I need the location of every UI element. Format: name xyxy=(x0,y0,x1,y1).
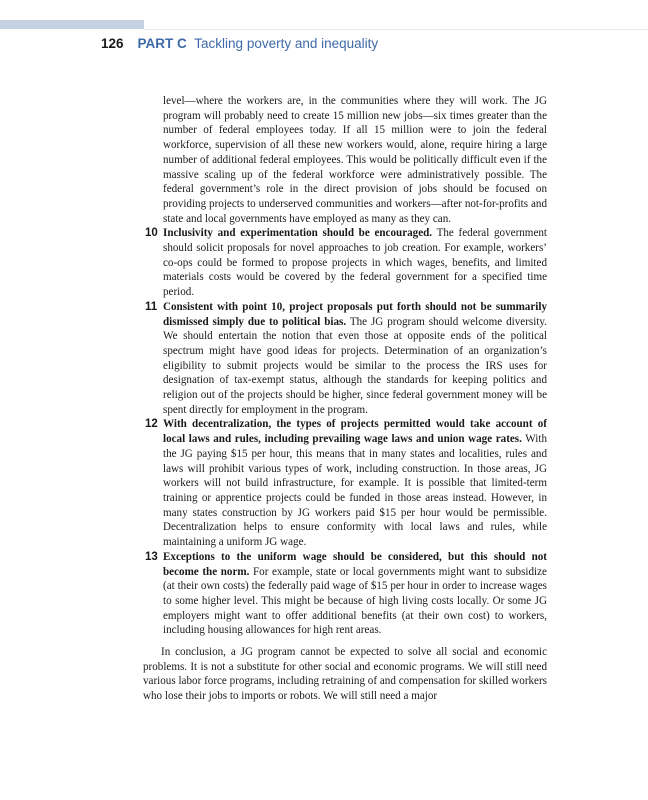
list-item-number: 12 xyxy=(145,418,158,431)
list-item xyxy=(143,550,547,638)
list-item-text: The federal government should solicit proposals for novel approaches to job creation. For example, workers’ co-ops could be formed to propose projects in which wages, benefits, and limited materials costs would be covered by the federal government for a specified time period. xyxy=(163,227,547,299)
list-item-lead: Consistent with point 10, project proposals put forth should not be summarily dismissed simply due to political bias. xyxy=(163,300,547,328)
continuation-paragraph xyxy=(143,94,547,226)
header-rule xyxy=(144,29,648,30)
list-item xyxy=(143,417,547,549)
list-item-number: 11 xyxy=(145,300,158,313)
conclusion-paragraph: In conclusion, a JG program cannot be expected to solve all social and economic problems. It is not a substitute for other social and economic programs. We will still need various labor force programs, including retraining of and compensation for skilled workers who lose their jobs to imports or robots. We will still need a major xyxy=(143,646,547,703)
list-item-number: 13 xyxy=(145,550,158,563)
list-item-text: The JG program should welcome diversity. We should entertain the notion that even those at opposite ends of the political spectrum might have good ideas for projects. Determination of an organization’s eligibility to submit projects would be similar to the process the IRS uses for designation of tax-exempt status, although the standards for keeping politics and religion out of the projects should be higher, since federal government money will be spent directly for employment in the program. xyxy=(163,315,547,416)
list-item-text: With the JG paying $15 per hour, this means that in many states and localities, rules and laws will prohibit various types of work, including construction. In those areas, JG workers will not build infrastructure, for example. It is possible that limited-term training or apprentice projects could be funded in those areas instead. However, in many states construction by JG workers paid $15 per hour would be permissible. Decentralization helps to ensure conformity with local laws and rules, while maintaining a uniform JG wage. xyxy=(163,433,548,549)
list-item-lead: With decentralization, the types of projects permitted would take account of local laws and rules, including prevailing wage laws and union wage rates. xyxy=(163,418,547,446)
part-title: Tackling poverty and inequality xyxy=(194,36,379,51)
page-body xyxy=(143,94,547,704)
header-accent-bar xyxy=(0,20,144,29)
part-label: PART C xyxy=(137,36,187,51)
list-item xyxy=(143,226,547,300)
continuation-text: level—where the workers are, in the communities where they will work. The JG program will probably need to create 15 million new jobs—six times greater than the number of federal employees today. If all 15 million were to join the federal workforce, supervision of all these new workers would, alone, require hiring a large number of additional federal employees. This would be politically difficult even if the massive scaling up of the federal workforce were administratively possible. The federal government’s role in the direct provision of jobs should be focused on providing projects to underserved communities and workers—after not-for-profits and state and local governments have employed as many as they can. xyxy=(163,95,547,225)
list-item-lead: Inclusivity and experimentation should be encouraged. xyxy=(163,227,433,240)
list-item-lead: Exceptions to the uniform wage should be considered, but this should not become the norm. xyxy=(163,550,547,578)
list-item xyxy=(143,300,547,418)
list-item-number: 10 xyxy=(145,227,158,240)
running-head xyxy=(101,35,378,53)
list-item-text: For example, state or local governments might want to subsidize (at their own costs) the federally paid wage of $15 per hour in order to increase wages to some higher level. This might be because of high living costs locally. Or some JG employers might want to offer additional benefits (at their own cost) to workers, including housing allowances for high rent areas. xyxy=(163,565,547,637)
page-number: 126 xyxy=(101,36,124,51)
